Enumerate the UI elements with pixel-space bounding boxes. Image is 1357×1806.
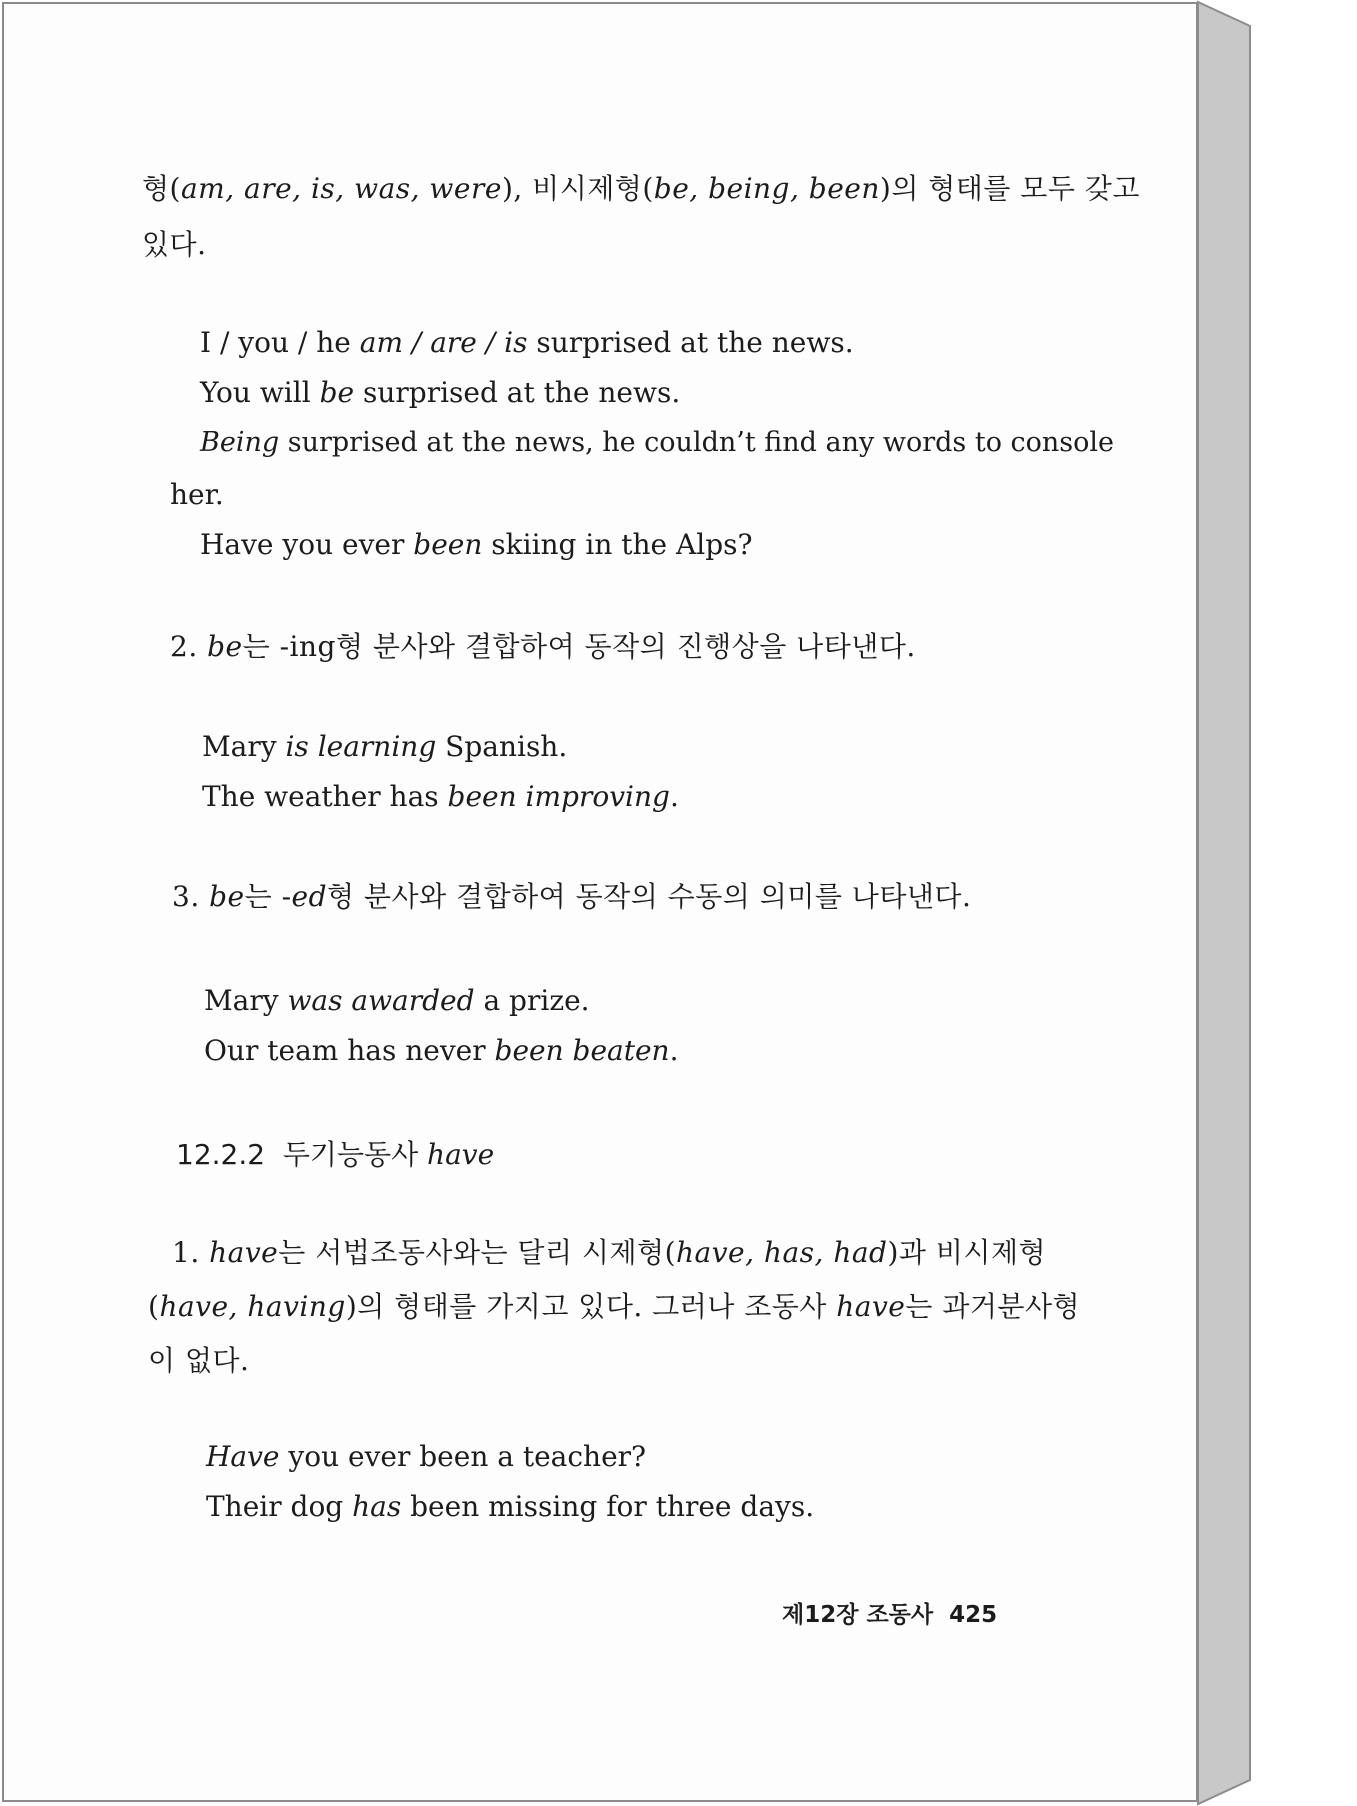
section-heading: 12.2.2 두기능동사 have xyxy=(176,1138,495,1171)
example-sentence: Mary was awarded a prize. xyxy=(204,984,590,1017)
example-sentence: Their dog has been missing for three days. xyxy=(206,1490,815,1523)
numbered-item: 2. be는 -ing형 분사와 결합하여 동작의 진행상을 나타낸다. xyxy=(170,630,916,663)
example-sentence-continued: her. xyxy=(170,478,224,511)
example-sentence: I / you / he am / are / is surprised at the news. xyxy=(200,326,854,359)
paragraph-line: 이 없다. xyxy=(148,1344,250,1377)
page-number: 425 xyxy=(949,1602,998,1628)
example-sentence: The weather has been improving. xyxy=(202,780,679,813)
numbered-item: 3. be는 -ed형 분사와 결합하여 동작의 수동의 의미를 나타낸다. xyxy=(172,880,972,913)
paragraph-line: 형(am, are, is, was, were), 비시제형(be, being, been)의 형태를 모두 갖고 xyxy=(142,172,1140,205)
numbered-item: 1. have는 서법조동사와는 달리 시제형(have, has, had)과 비시제형 xyxy=(172,1236,1047,1269)
example-sentence: Our team has never been beaten. xyxy=(204,1034,679,1067)
example-sentence: You will be surprised at the news. xyxy=(200,376,681,409)
example-sentence: Have you ever been skiing in the Alps? xyxy=(200,528,753,561)
page-footer xyxy=(782,1596,997,1629)
example-sentence: Mary is learning Spanish. xyxy=(202,730,568,763)
chapter-label: 제12장 조동사 xyxy=(782,1602,934,1628)
paragraph-line: (have, having)의 형태를 가지고 있다. 그러나 조동사 have는 과거분사형 xyxy=(148,1290,1081,1323)
paragraph-line: 있다. xyxy=(142,228,207,261)
example-sentence: Have you ever been a teacher? xyxy=(206,1440,647,1473)
example-sentence: Being surprised at the news, he couldn’t find any words to console xyxy=(200,427,1115,458)
